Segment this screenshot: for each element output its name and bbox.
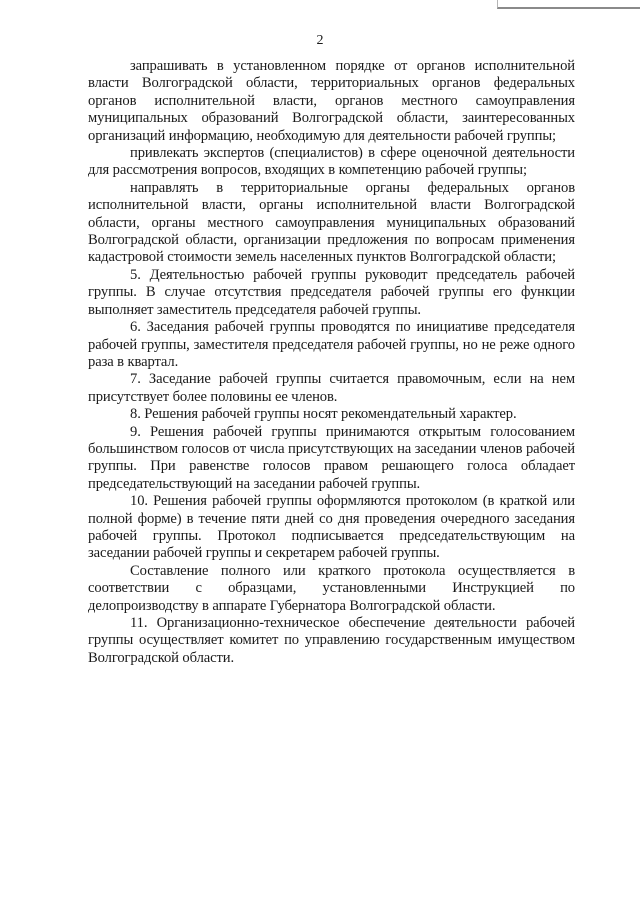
scan-edge-mark — [497, 0, 640, 9]
paragraph-item-7: 7. Заседание рабочей группы считается правомочным, если на нем присутствует более половины ее членов. — [88, 371, 575, 405]
document-body — [88, 58, 575, 667]
paragraph-item-10: 10. Решения рабочей группы оформляются протоколом (в краткой или полной форме) в течение пяти дней со дня проведения очередного заседания рабочей группы. Протокол подписывается председательствующим на заседании рабочей группы и секретарем рабочей группы. — [88, 493, 575, 562]
page-number: 2 — [316, 33, 324, 48]
paragraph-protocol-composition: Составление полного или краткого протокола осуществляется в соответствии с образцами, установленными Инструкцией по делопроизводству в аппарате Губернатора Волгоградской области. — [88, 562, 575, 614]
paragraph-request-information: запрашивать в установленном порядке от органов исполнительной власти Волгоградской области, территориальных органов федеральных органов исполнительной власти, органов местного самоуправления муниципальных образований Волгоградской области, заинтересованных организаций информацию, необходимую для деятельности рабочей группы; — [88, 58, 575, 144]
paragraph-item-9: 9. Решения рабочей группы принимаются открытым голосованием большинством голосов от числа присутствующих на заседании членов рабочей группы. При равенстве голосов правом решающего голоса обладает председательствующий на заседании рабочей группы. — [88, 423, 575, 492]
paragraph-item-8: 8. Решения рабочей группы носят рекомендательный характер. — [130, 406, 517, 423]
paragraph-send-proposals: направлять в территориальные органы федеральных органов исполнительной власти, органы исполнительной власти Волгоградской области, органы местного самоуправления муниципальных образований Волгоградской области, организации предложения по вопросам применения кадастровой стоимости земель населенных пунктов Волгоградской области; — [88, 179, 575, 266]
paragraph-item-6: 6. Заседания рабочей группы проводятся по инициативе председателя рабочей группы, заместителя председателя рабочей группы, но не реже одного раза в квартал. — [88, 319, 575, 370]
paragraph-item-11: 11. Организационно-техническое обеспечение деятельности рабочей группы осуществляет комитет по управлению государственным имуществом Волгоградской области. — [88, 615, 575, 666]
paragraph-engage-experts: привлекать экспертов (специалистов) в сфере оценочной деятельности для рассмотрения вопросов, входящих в компетенцию рабочей группы; — [88, 145, 575, 179]
paragraph-item-5: 5. Деятельностью рабочей группы руководит председатель рабочей группы. В случае отсутствия председателя рабочей группы его функции выполняет заместитель председателя рабочей группы. — [88, 266, 575, 318]
